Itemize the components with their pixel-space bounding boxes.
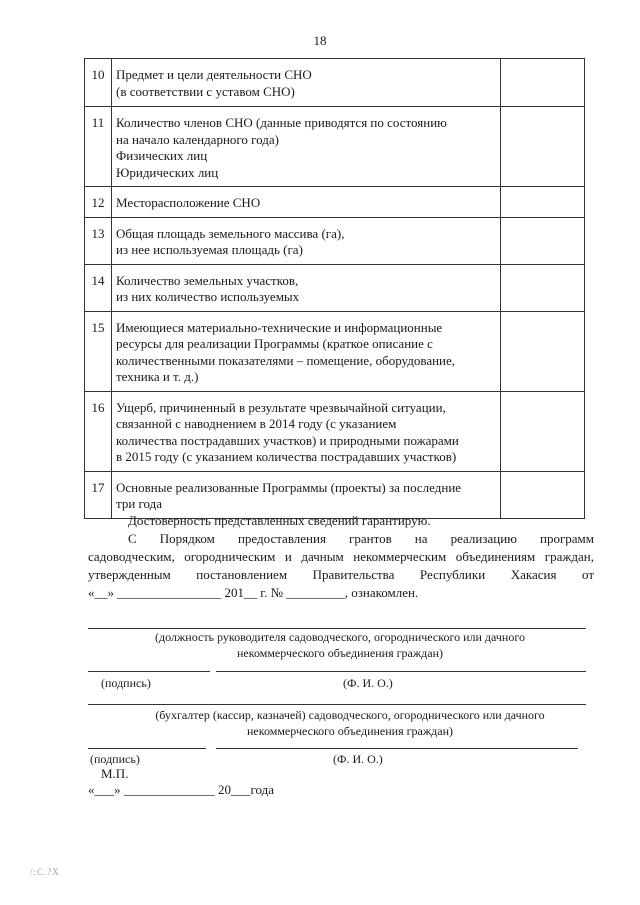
row-description-line: техника и т. д.) xyxy=(116,369,199,384)
accountant-caption: (бухгалтер (кассир, казначей) садоводческого, огороднического или дачного некоммерческого объединения граждан) xyxy=(155,708,545,738)
table-row xyxy=(85,264,585,311)
row-description-line: Месторасположение СНО xyxy=(116,195,261,210)
row-value-cell[interactable] xyxy=(501,217,585,264)
table-row xyxy=(85,217,585,264)
head-signature-line xyxy=(88,671,210,672)
row-number: 11 xyxy=(85,107,112,187)
accountant-signature-caption: (подпись) xyxy=(90,752,140,766)
table-row xyxy=(85,471,585,518)
row-description-line: Общая площадь земельного массива (га), xyxy=(116,225,345,241)
acknowledgement-body: садоводческим, огородническим и дачным некоммерческим объединениям граждан, утвержденным постановлением Правительства Республики Хакасия от xyxy=(88,549,594,582)
row-description xyxy=(112,187,501,218)
row-number: 17 xyxy=(85,471,112,518)
row-number: 15 xyxy=(85,311,112,391)
acknowledgement-date-line: «__» ________________ 201__ г. № _________, ознакомлен. xyxy=(88,585,419,600)
row-description xyxy=(112,311,501,391)
row-description-line: Юридических лиц xyxy=(116,164,219,180)
row-value-cell[interactable] xyxy=(501,187,585,218)
head-signature-caption: (подпись) xyxy=(101,676,151,690)
accountant-signature-line xyxy=(88,748,206,749)
row-value-cell[interactable] xyxy=(501,59,585,107)
row-description-line: Основные реализованные Программы (проекты) за последние xyxy=(116,479,462,495)
acknowledgement-paragraph xyxy=(88,530,594,602)
table-row xyxy=(85,107,585,187)
row-description-line: на начало календарного года) xyxy=(116,131,280,147)
table-row xyxy=(85,59,585,107)
row-description xyxy=(112,107,501,187)
info-table xyxy=(84,58,585,519)
row-description-line: Ущерб, причиненный в результате чрезвычайной ситуации, xyxy=(116,399,446,415)
row-description xyxy=(112,264,501,311)
row-number: 14 xyxy=(85,264,112,311)
attestation-statement: Достоверность представленных сведений гарантирую. xyxy=(128,513,431,528)
table-row xyxy=(85,311,585,391)
row-description-line: (в соответствии с уставом СНО) xyxy=(116,83,295,99)
head-fio-line xyxy=(216,671,586,672)
row-description-line: из нее используемая площадь (га) xyxy=(116,242,303,257)
row-description-line: Количество членов СНО (данные приводятся по состоянию xyxy=(116,115,447,130)
row-description-line: связанной с наводнением в 2014 году (с указанием xyxy=(116,416,397,431)
footer-mark: /:С.?Х xyxy=(30,867,60,877)
row-description-line: Физических лиц xyxy=(116,148,208,163)
row-description-line: количественными показателями – помещение, оборудование, xyxy=(116,352,456,368)
row-description-line: три года xyxy=(116,496,163,511)
row-description-line: Количество земельных участков, xyxy=(116,272,299,288)
signature-date-line: «___» ______________ 20___года xyxy=(88,782,275,797)
row-value-cell[interactable] xyxy=(501,471,585,518)
row-description-line: в 2015 году (с указанием количества пострадавших участков) xyxy=(116,449,457,464)
row-description-line: Имеющиеся материально-технические и информационные xyxy=(116,319,443,335)
row-value-cell[interactable] xyxy=(501,311,585,391)
row-description xyxy=(112,391,501,471)
row-number: 13 xyxy=(85,217,112,264)
page-number: 18 xyxy=(313,33,327,48)
row-description-line: количества пострадавших участков) и природными пожарами xyxy=(116,432,459,448)
info-table-body xyxy=(85,59,585,519)
row-number: 10 xyxy=(85,59,112,107)
head-position-caption: (должность руководителя садоводческого, огороднического или дачного некоммерческого объединения граждан) xyxy=(155,630,525,660)
row-number: 12 xyxy=(85,187,112,218)
stamp-label: М.П. xyxy=(101,766,129,781)
acknowledgement-first-line: С Порядком предоставления грантов на реализацию программ xyxy=(128,531,594,546)
row-value-cell[interactable] xyxy=(501,391,585,471)
row-description-line: Предмет и цели деятельности СНО xyxy=(116,67,312,82)
head-fio-caption: (Ф. И. О.) xyxy=(343,676,393,690)
row-description xyxy=(112,471,501,518)
row-value-cell[interactable] xyxy=(501,107,585,187)
table-row xyxy=(85,187,585,218)
row-number: 16 xyxy=(85,391,112,471)
table-row xyxy=(85,391,585,471)
accountant-fio-caption: (Ф. И. О.) xyxy=(333,752,383,766)
row-value-cell[interactable] xyxy=(501,264,585,311)
row-description xyxy=(112,217,501,264)
accountant-position-line xyxy=(88,704,586,705)
row-description-line: из них количество используемых xyxy=(116,289,300,304)
accountant-fio-line xyxy=(216,748,578,749)
row-description xyxy=(112,59,501,107)
row-description-line: ресурсы для реализации Программы (краткое описание с xyxy=(116,336,433,351)
